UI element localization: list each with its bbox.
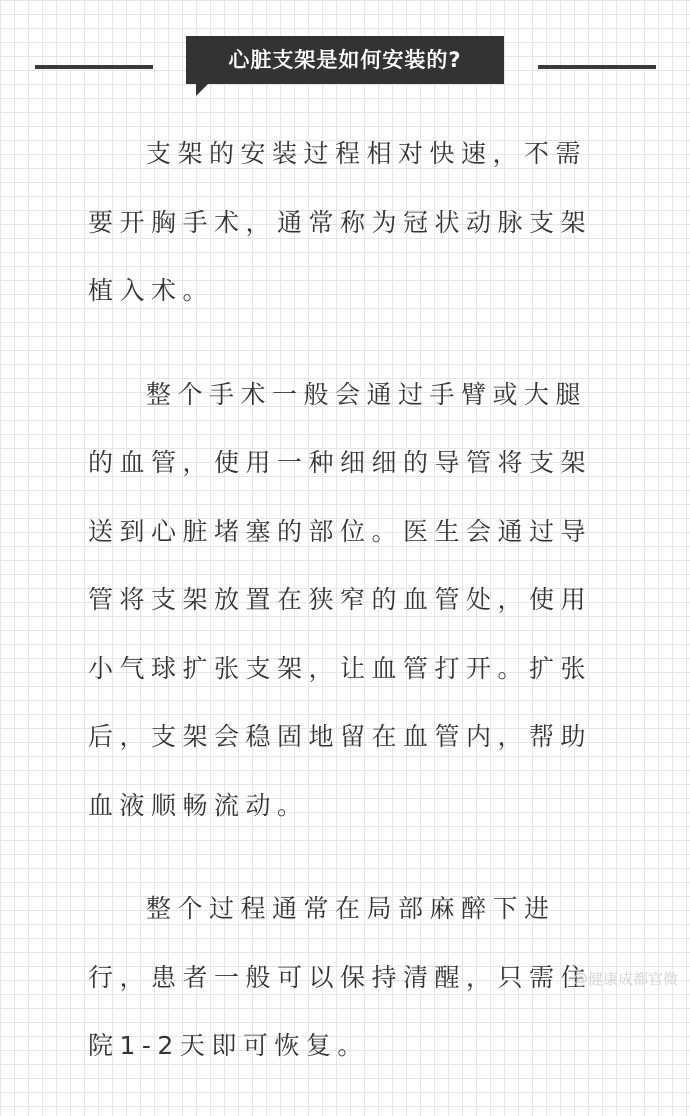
paragraph-1: 支架的安装过程相对快速，不需要开胸手术，通常称为冠状动脉支架植入术。	[88, 139, 593, 305]
paragraph-3: 整个过程通常在局部麻醉下进行，患者一般可以保持清醒，只需住院1-2天即可恢复。	[88, 894, 593, 1060]
title-speech-tail	[196, 84, 208, 96]
article-body	[88, 120, 608, 1116]
title-rule-right	[538, 65, 656, 69]
source-watermark: @健康成都官微	[572, 970, 678, 988]
section-title: 心脏支架是如何安装的?	[186, 36, 504, 84]
paragraph-2: 整个手术一般会通过手臂或大腿的血管，使用一种细细的导管将支架送到心脏堵塞的部位。医生会通过导管将支架放置在狭窄的血管处，使用小气球扩张支架，让血管打开。扩张后，支架会稳固地留在血管内，帮助血液顺畅流动。	[88, 379, 593, 820]
title-rule-left	[35, 65, 153, 69]
